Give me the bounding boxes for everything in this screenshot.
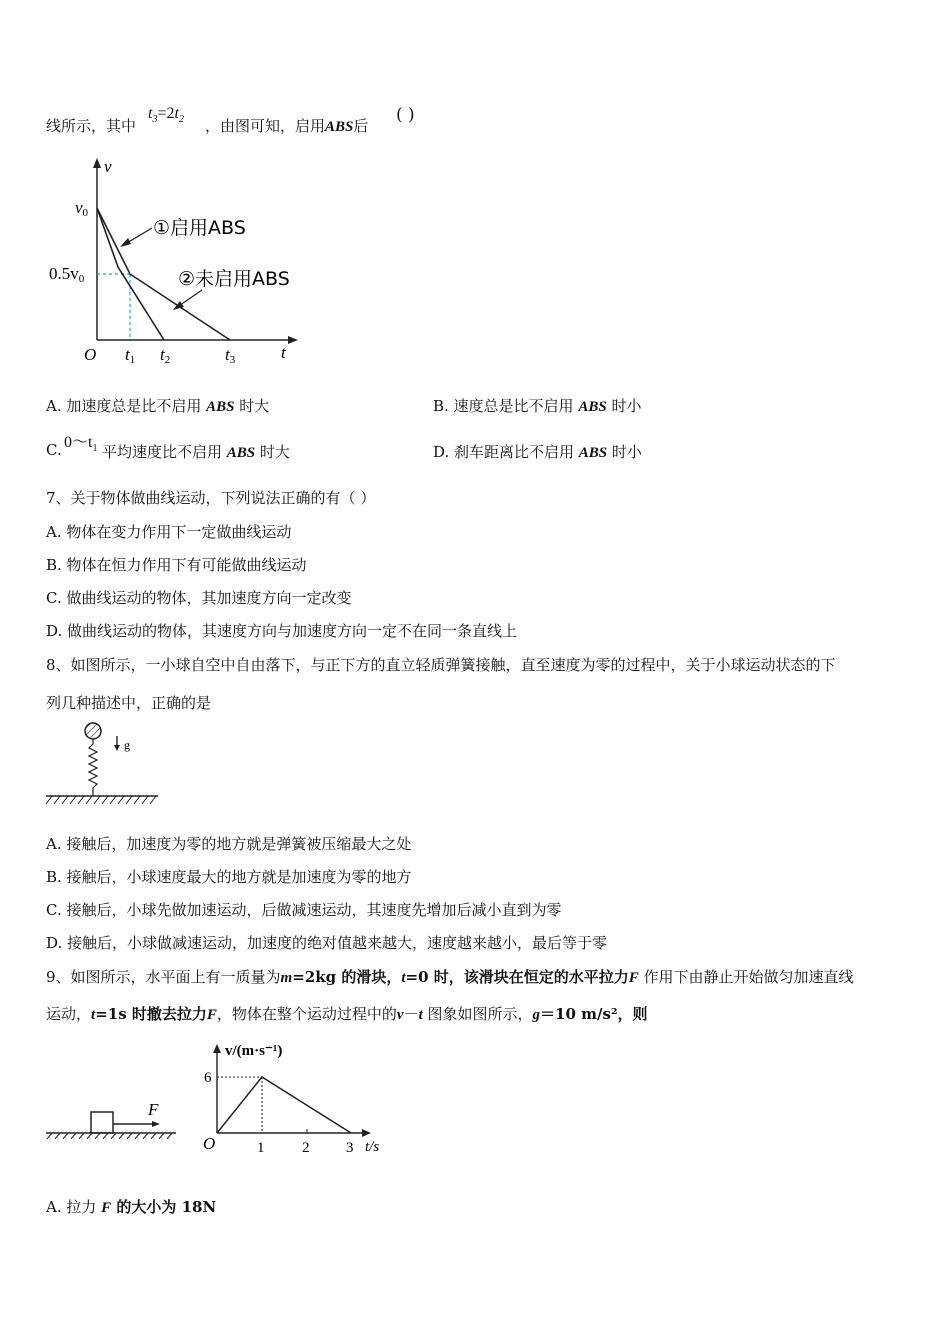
t1-t: t [125,345,130,364]
t1-label [125,345,135,366]
q9-vt-line [217,1077,351,1133]
q9-t-axis-arrow [362,1129,371,1137]
abs-vt-graph [40,150,320,370]
cond-t2: t [174,105,179,122]
q9-y-tick-6: 6 [204,1070,212,1086]
q9-l2-F: F [206,1007,217,1023]
q6-c-mid: 平均速度比不启用 [102,443,227,461]
q6-intro-text: 线所示，其中 [46,117,137,135]
t-axis-arrow [288,336,298,344]
pointer-1-head [120,238,131,247]
q7-option-b[interactable]: B. 物体在恒力作用下有可能做曲线运动 [46,556,307,574]
q9-stem-1 [46,966,854,987]
v0-label [75,198,89,219]
q9-x-tick-2: 2 [302,1140,310,1156]
series-label-2: ②未启用ABS [178,268,290,290]
v-axis-arrow [93,158,101,168]
q6-a-pre: A. 加速度总是比不启用 [46,397,207,415]
q9-l2-g: g [532,1007,541,1023]
half-v0-text: 0.5v [49,264,79,283]
cond-t3-sub: 3 [152,114,158,126]
gravity-label: g [124,738,130,752]
q9-x-tick-1: 1 [257,1140,265,1156]
q7-option-c[interactable]: C. 做曲线运动的物体，其加速度方向一定改变 [46,589,352,607]
q6-intro [46,115,136,136]
q8-stem-1: 8、如图所示，一小球自空中自由落下，与正下方的直立轻质弹簧接触，直至速度为零的过程中，关于小球运动状态的下 [46,656,836,674]
q9-y-axis-label: v/(m·s⁻¹) [225,1043,283,1059]
q6-intro-mid: ，由图可知，启用 [205,117,326,135]
q6-c-post: 时大 [255,443,290,461]
q6-option-c-text [102,441,290,462]
q6-condition [148,105,184,125]
t1-sub: 1 [129,354,136,366]
force-label: F [148,1100,159,1119]
q6-answer-blank: ( ) [396,105,415,125]
t3-sub: 3 [229,354,236,366]
spring [89,739,97,796]
v-axis-label: v [104,157,112,176]
q9-l1-t: t [401,970,406,986]
v0-v: v [75,198,83,217]
q6-d-post: 时小 [607,443,642,461]
q6-d-abs: ABS [578,445,608,461]
q9-l2-t: t [91,1007,96,1023]
q9-l1-c: =0 时，该滑块在恒定的水平拉力 [405,968,629,986]
q6-a-abs: ABS [206,399,235,415]
q6-intro-post: 后 [353,117,369,135]
block-figure [44,1095,184,1145]
q6-b-post: 时小 [606,397,642,415]
cond-eq: =2 [157,105,175,122]
series-label-1: ①启用ABS [153,217,246,239]
q9-l2-b: =1s 时撤去拉力 [95,1005,207,1023]
q8-option-d[interactable]: D. 接触后，小球做减速运动，加速度的绝对值越来越大，速度越来越小，最后等于零 [46,934,608,952]
q9-l2-e: ＝10 m/s²，则 [540,1005,648,1023]
q7-option-d[interactable]: D. 做曲线运动的物体，其速度方向与加速度方向一定不在同一条直线上 [46,622,518,640]
q9-l1-d: 作用下由静止开始做匀加速直线 [638,968,854,986]
q9-l1-b: =2kg 的滑块， [292,968,402,986]
q9-l1-m: m [280,970,293,986]
q9-a-post: 的大小为 18N [111,1198,217,1216]
q9-l2-a: 运动， [46,1005,92,1023]
q6-d-pre: D. 刹车距离比不启用 [433,443,579,461]
q9-a-pre: A. 拉力 [46,1198,102,1216]
q6-c-range-sub: 1 [92,443,98,455]
q9-x-axis-label: t/s [365,1139,380,1155]
q6-intro-abs: ABS [325,119,354,135]
q7-option-a[interactable]: A. 物体在变力作用下一定做曲线运动 [46,523,292,541]
q9-l2-dash: － [403,1005,419,1023]
q6-option-b[interactable] [433,395,641,416]
q6-a-post: 时大 [234,397,270,415]
q6-c-range-text: 0～t [64,434,93,451]
half-v0-sub: 0 [78,273,85,285]
t2-sub: 2 [164,354,171,366]
q8-option-a[interactable]: A. 接触后，加速度为零的地方就是弹簧被压缩最大之处 [46,835,412,853]
t3-label [225,345,236,366]
origin-label: O [84,345,97,364]
q9-v-axis-arrow [213,1044,221,1053]
q9-l2-c: ，物体在整个运动过程中的 [216,1005,397,1023]
q8-option-b[interactable]: B. 接触后，小球速度最大的地方就是加速度为零的地方 [46,868,412,886]
q6-c-range [64,429,97,454]
t-axis-label: t [281,343,286,362]
q8-stem-2: 列几种描述中，正确的是 [46,694,212,712]
t3-t: t [225,345,230,364]
ground-hatch [46,796,156,804]
ball [85,723,101,739]
q6-c-pre: C. [46,441,62,459]
q9-x-tick-3: 3 [346,1140,354,1156]
v0-sub: 0 [82,207,89,219]
q9-l2-d: 图象如图所示， [422,1005,533,1023]
q6-option-c[interactable] [46,441,62,459]
q9-l1-F: F [628,970,639,986]
gravity-arrow-head [114,745,120,751]
surface-hatch [47,1133,172,1139]
q9-option-a[interactable] [46,1196,216,1217]
q9-l2-t2: t [418,1007,423,1023]
q6-b-abs: ABS [578,399,607,415]
cond-t2-sub: 2 [178,114,184,126]
spring-ball-figure [44,720,164,810]
q9-l1-a: 9、如图所示，水平面上有一质量为 [46,968,281,986]
q6-intro-rest [205,115,368,136]
cond-t3: t [148,105,153,122]
t2-label [160,345,170,366]
q6-option-a[interactable] [46,395,269,416]
q6-option-d[interactable] [433,441,642,462]
force-arrow-head [152,1121,160,1127]
q9-vt-graph [195,1035,395,1165]
q7-stem: 7、关于物体做曲线运动，下列说法正确的有（ ） [46,489,376,507]
q9-origin: O [203,1134,216,1153]
t2-t: t [160,345,165,364]
half-v0-label [49,264,85,285]
q9-a-F: F [101,1200,112,1216]
q9-l2-v: v [396,1007,404,1023]
q9-stem-2 [46,1003,648,1024]
block [91,1112,113,1133]
q6-c-abs: ABS [226,445,256,461]
q8-option-c[interactable]: C. 接触后，小球先做加速运动，后做减速运动，其速度先增加后减小直到为零 [46,901,562,919]
q6-b-pre: B. 速度总是比不启用 [433,397,579,415]
